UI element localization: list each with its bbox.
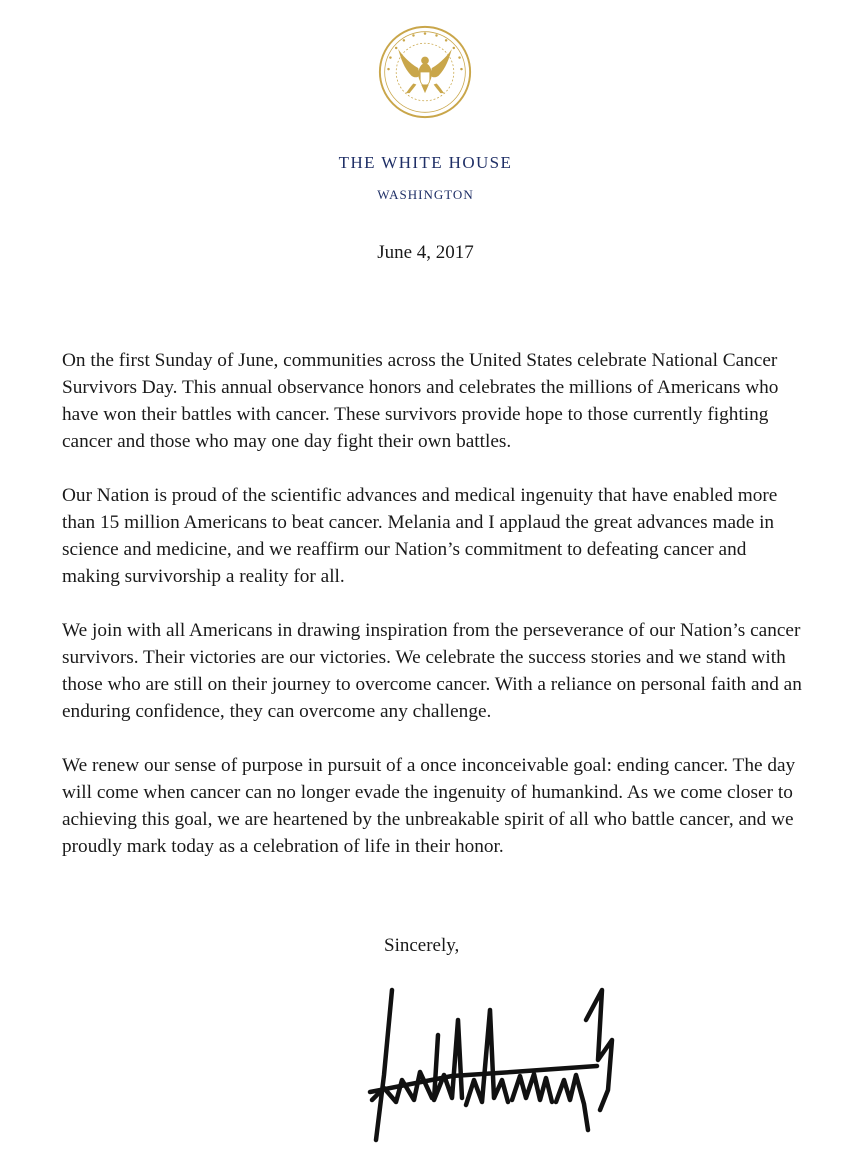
handwritten-signature	[362, 980, 627, 1150]
body-paragraph: We renew our sense of purpose in pursuit of a once inconceivable goal: ending cancer. The day will come when cancer can no longer evade the ingenuity of humankind. As we come closer to achieving this goal, we are heartened by the unbreakable spirit of all who battle cancer, and we proudly mark today as a celebration of life in their honor.	[62, 755, 796, 857]
body-paragraph: We join with all Americans in drawing inspiration from the perseverance of our Nation’s cancer survivors. Their victories are our victories. We celebrate the success stories and we stand with those who are still on their journey to overcome cancer. With a reliance on personal faith and an enduring confidence, they can overcome any challenge.	[62, 620, 802, 722]
body-paragraph: On the first Sunday of June, communities across the United States celebrate National Cancer Survivors Day. This annual observance honors and celebrates the millions of Americans who have won their battles with cancer. These survivors provide hope to those currently fighting cancer and those who may one day fight their own battles.	[62, 350, 779, 452]
closing-salutation: Sincerely,	[384, 935, 460, 956]
body-paragraph: Our Nation is proud of the scientific advances and medical ingenuity that have enabled more than 15 million Americans to beat cancer. Melania and I applaud the great advances made in science and medicine, and we reaffirm our Nation’s commitment to defeating cancer and making survivorship a reality for all.	[62, 485, 778, 587]
letter-date: June 4, 2017	[377, 242, 474, 263]
letterhead-title: THE WHITE HOUSE	[338, 153, 513, 172]
letter-body	[62, 347, 802, 887]
presidential-seal-icon	[377, 24, 473, 120]
letterhead-city: WASHINGTON	[377, 187, 474, 202]
